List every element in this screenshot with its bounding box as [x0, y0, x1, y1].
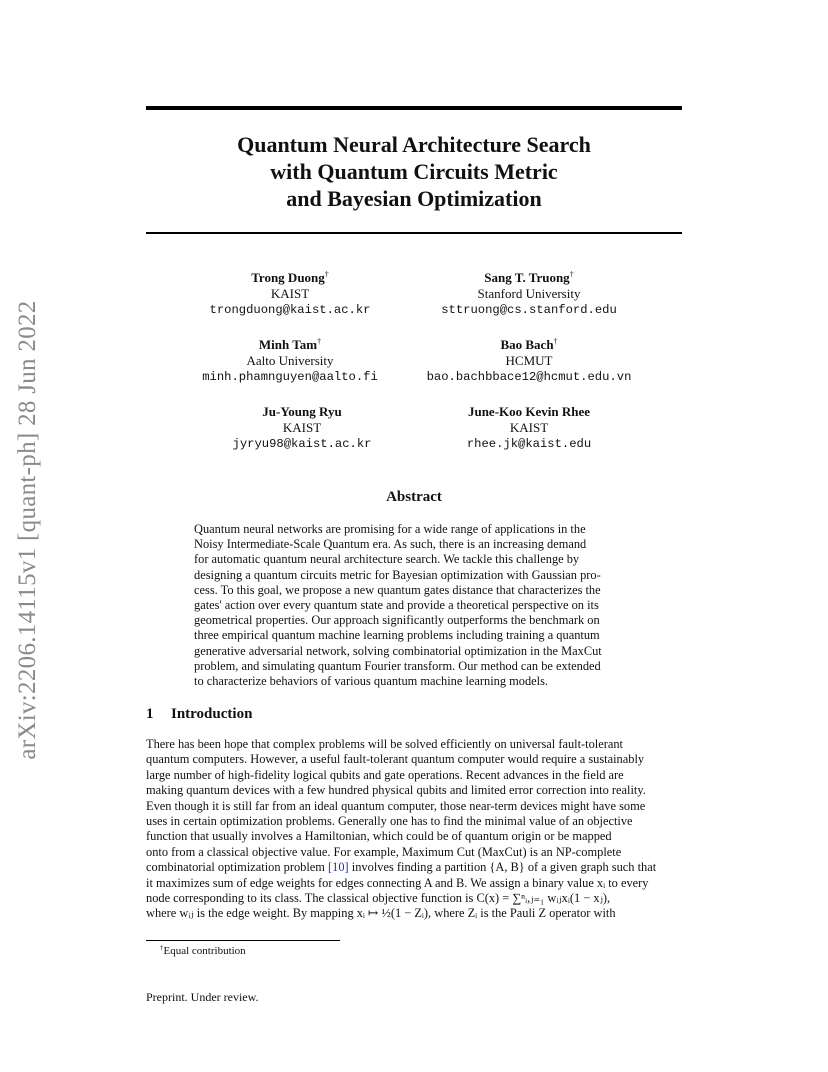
- abstract-line: designing a quantum circuits metric for Bayesian optimization with Gaussian pro-: [194, 567, 601, 582]
- citation-link[interactable]: [10]: [328, 860, 349, 875]
- author-name: Minh Tam†: [258, 337, 322, 352]
- intro-body: [146, 737, 686, 922]
- abstract-line: gates' action over every quantum state and provide a theoretical perspective on its: [194, 598, 599, 613]
- author-affiliation: KAIST: [270, 286, 310, 301]
- footnote-mark: †: [160, 944, 164, 952]
- author-block: [190, 270, 390, 318]
- intro-line: There has been hope that complex problems will be solved efficiently on universal fault-tolerant: [146, 737, 624, 751]
- abstract-line: three empirical quantum machine learning problems including training a quantum: [194, 628, 600, 643]
- author-affiliation: HCMUT: [505, 353, 553, 368]
- author-name: Trong Duong†: [251, 270, 329, 285]
- footnote-text: Equal contribution: [163, 945, 246, 957]
- author-affiliation: KAIST: [509, 420, 549, 435]
- arxiv-stamp-text: arXiv:2206.14115v1 [quant-ph] 28 Jun 2022: [14, 300, 41, 760]
- intro-line: combinatorial optimization problem [10] involves finding a partition {A, B} of a given graph such that: [146, 860, 657, 875]
- author-block: [414, 404, 644, 452]
- author-email: minh.phamnguyen@aalto.fi: [202, 370, 378, 384]
- abstract-line: problem, and simulating quantum Fourier transform. Our method can be extended: [194, 658, 601, 673]
- abstract-line: geometrical properties. Our approach significantly outperforms the benchmark on: [194, 613, 600, 628]
- abstract-body: [194, 522, 634, 689]
- paper-title: [146, 131, 682, 212]
- abstract-line: cess. To this goal, we propose a new quantum gates distance that characterizes the: [194, 582, 601, 597]
- title-line-3: and Bayesian Optimization: [286, 186, 542, 211]
- title-rule-top: [146, 106, 682, 110]
- footnote-rule: [146, 940, 340, 941]
- title-line-1: Quantum Neural Architecture Search: [237, 132, 591, 157]
- abstract-line: generative adversarial network, solving combinatorial optimization in the MaxCut: [194, 643, 602, 658]
- author-email: rhee.jk@kaist.edu: [466, 437, 592, 451]
- author-email: bao.bachbbace12@hcmut.edu.vn: [426, 370, 632, 384]
- intro-line: quantum computers. However, a useful fault-tolerant quantum computer would require a sustainably: [146, 752, 645, 767]
- author-email: sttruong@cs.stanford.edu: [441, 303, 617, 317]
- section-heading: [146, 706, 252, 723]
- abstract-line: Noisy Intermediate-Scale Quantum era. As such, there is an increasing demand: [194, 537, 587, 552]
- abstract-heading: Abstract: [386, 489, 442, 505]
- author-email: trongduong@kaist.ac.kr: [209, 303, 371, 317]
- author-name: Bao Bach†: [500, 337, 558, 352]
- author-name: June-Koo Kevin Rhee: [467, 404, 591, 419]
- abstract-line: for automatic quantum neural architecture search. We tackle this challenge by: [194, 552, 580, 567]
- section-title: Introduction: [171, 706, 253, 722]
- author-affiliation: Aalto University: [246, 353, 334, 368]
- author-email: jyryu98@kaist.ac.kr: [232, 437, 372, 451]
- author-block: [190, 337, 390, 385]
- preprint-note: Preprint. Under review.: [146, 990, 259, 1004]
- intro-line: making quantum devices with a few hundred physical qubits and limited error correction into reality.: [146, 783, 646, 798]
- section-number: 1: [146, 706, 154, 722]
- intro-line: onto from a classical objective value. For example, Maximum Cut (MaxCut) is an NP-complete: [146, 844, 622, 859]
- author-name: Ju-Young Ryu: [262, 404, 342, 419]
- author-block: [414, 337, 644, 385]
- footnote: [160, 944, 246, 957]
- abstract-line: to characterize behaviors of various quantum machine learning models.: [194, 674, 549, 689]
- author-block: [202, 404, 402, 452]
- intro-line: function that usually involves a Hamiltonian, which could be of quantum origin or be mapped: [146, 829, 612, 844]
- intro-line: where wᵢⱼ is the edge weight. By mapping xᵢ ↦ ½(1 − Zᵢ), where Zᵢ is the Pauli Z operator with: [146, 906, 616, 921]
- abstract-line: Quantum neural networks are promising for a wide range of applications in the: [194, 522, 586, 536]
- intro-line: large number of high-fidelity logical qubits and gate operations. Recent advances in the field are: [146, 767, 624, 782]
- intro-line: Even though it is still far from an ideal quantum computer, those near-term devices might have some: [146, 798, 646, 813]
- title-rule-bottom: [146, 232, 682, 234]
- intro-line: uses in certain optimization problems. Generally one has to find the minimal value of an objective: [146, 814, 633, 829]
- author-affiliation: KAIST: [282, 420, 322, 435]
- intro-line: it maximizes sum of edge weights for edges connecting A and B. We assign a binary value xᵢ to every: [146, 875, 649, 890]
- author-name: Sang T. Truong†: [484, 270, 574, 285]
- intro-line: node corresponding to its class. The classical objective function is C(x) = ∑ⁿᵢ,ⱼ₌₁ wᵢⱼxᵢ(1 − xⱼ),: [146, 891, 611, 906]
- author-block: [414, 270, 644, 318]
- title-line-2: with Quantum Circuits Metric: [270, 159, 558, 184]
- author-affiliation: Stanford University: [477, 286, 581, 301]
